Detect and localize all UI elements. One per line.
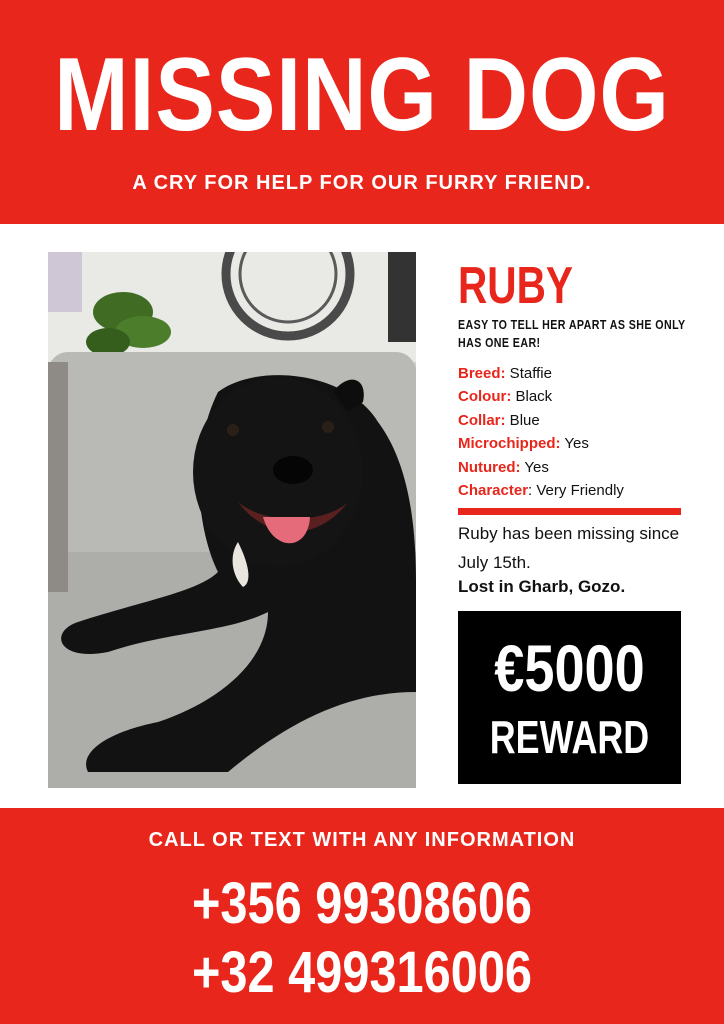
dog-note: EASY TO TELL HER APART AS SHE ONLY HAS ONE EAR! xyxy=(458,317,686,350)
attr-value: Blue xyxy=(505,411,540,429)
attr-row-collar xyxy=(458,409,698,432)
phone-number-malta[interactable]: +356 99308606 xyxy=(191,871,533,936)
poster-title: MISSING DOG xyxy=(54,37,670,153)
attr-row-breed xyxy=(458,362,698,385)
reward-amount: €5000 xyxy=(494,631,645,705)
attr-row-character xyxy=(458,479,698,502)
dog-photo xyxy=(48,252,416,788)
attr-value: : Very Friendly xyxy=(528,482,624,500)
attr-key: Breed: xyxy=(458,365,506,382)
attr-row-microchipped xyxy=(458,432,698,455)
missing-since-text: Ruby has been missing since July 15th. xyxy=(458,524,680,572)
red-divider xyxy=(458,508,681,515)
attr-row-nutured xyxy=(458,456,698,479)
dog-attributes xyxy=(458,362,698,502)
attr-value: Staffie xyxy=(505,365,552,382)
attr-value: Yes xyxy=(560,435,589,453)
reward-label: REWARD xyxy=(489,711,650,763)
attr-value: Yes xyxy=(520,458,549,476)
attr-key: Character xyxy=(458,482,529,500)
attr-key: Colour: xyxy=(458,388,512,406)
contact-cta: CALL OR TEXT WITH ANY INFORMATION xyxy=(148,829,576,851)
dog-name: RUBY xyxy=(458,257,573,315)
reward-box xyxy=(458,611,681,784)
attr-key: Nutured: xyxy=(458,458,521,476)
attr-value: Black xyxy=(511,388,553,406)
attr-key: Collar: xyxy=(458,411,506,429)
attr-key: Microchipped: xyxy=(458,435,561,453)
lost-location-text: Lost in Gharb, Gozo. xyxy=(458,577,626,596)
poster-subtitle: A CRY FOR HELP FOR OUR FURRY FRIEND. xyxy=(132,172,592,194)
phone-number-belgium[interactable]: +32 499316006 xyxy=(191,940,533,1005)
attr-row-colour xyxy=(458,385,698,408)
